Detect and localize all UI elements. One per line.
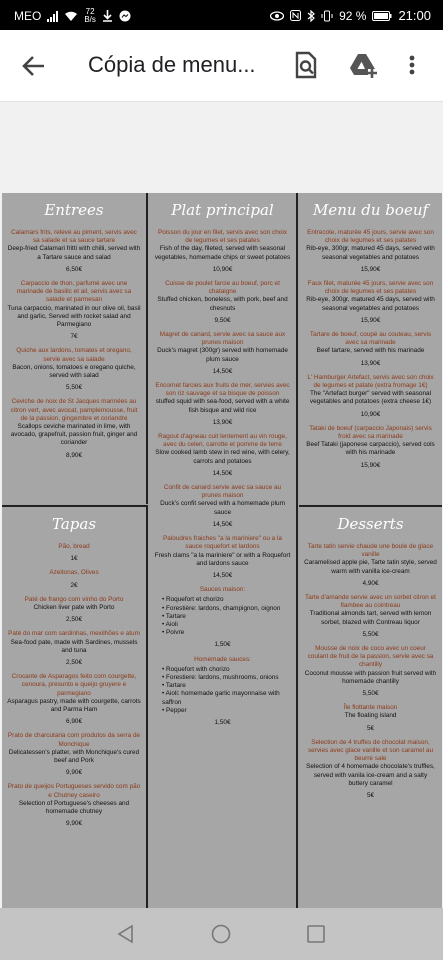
app-bar [0,30,443,102]
item-price: 14,50€ [212,469,233,477]
item-name-french: Prato de queijos Portugueses servido com pão e Chutney caseiro [7,783,141,799]
menu-item [7,630,141,667]
item-name-english: Slow cooked lamb stew in red wine, with celery, carrots and potatoes [155,449,290,465]
clock: 21:00 [398,8,431,23]
section-title: Entrees [44,201,104,219]
battery-icon [372,11,392,21]
item-name-english: Tuna carpaccio, marinated in our olive oil, basil and garlic, Served with rocket salad and Parmegiano [7,304,141,329]
nav-recents-icon[interactable] [306,924,326,944]
sauce-option: • Poivre [162,629,291,637]
section-title: Menu du boeuf [312,201,429,219]
status-bar [0,0,443,30]
menu-item [304,543,437,588]
item-price: 1€ [70,555,78,563]
menu-item [7,732,141,777]
menu-item [7,783,141,828]
sauce-option: • Roquefort et chorizo [162,596,291,604]
item-name-english: The floating island [344,712,397,720]
nav-home-icon[interactable] [211,924,231,944]
item-price: 14,50€ [212,520,233,528]
item-price: 5,50€ [362,630,379,638]
item-name-french: Selection de 4 truffes de chocolat maison, servies avec glace vanille et son caramel au beurre sale [307,738,434,763]
menu-item [7,569,141,589]
back-arrow-icon[interactable] [20,52,48,80]
sauce-option: • Tartare [162,613,291,621]
item-price: 5€ [366,724,375,732]
carrier-label: MEO [14,9,42,23]
item-price: 4,90€ [362,579,379,587]
item-name-english: Delicatessen's platter, with Monchique's cured beef and Pork [8,748,140,765]
menu-item [154,535,291,580]
item-name-english: Asparagus pastry, made with courgette, carrots and Parma Ham [7,697,141,714]
item-name-english: Bacon, onions, tomatoes e oregano quiche, served with salad [12,363,136,380]
battery-percent: 92 % [339,8,367,23]
menu-item [7,280,141,341]
item-name-french: Faux filet, maturée 45 jours, servie avec son choix de legumes et ses patates [307,280,434,296]
document-viewer[interactable] [0,102,443,908]
column-menu-du-boeuf [299,193,442,504]
item-name-english: stuffed squid with sea-food, served with a white fish bisque and wild rice [155,398,290,414]
menu-item [7,596,141,625]
menu-item [154,382,291,427]
item-price: 2€ [70,581,78,589]
more-options-icon[interactable] [402,50,422,80]
menu-item [154,331,291,376]
item-name-french: Magret de canard, servie avec sa sauce aux prunes maison [159,331,286,347]
item-price: 2,50€ [66,659,82,667]
item-price: 14,50€ [212,367,233,375]
nfc-icon [290,10,301,21]
menu-item [304,645,437,698]
item-name-english: Rib-eye, 300gr, matured 45 days, served with seasonal vegetables and potatoes [306,296,435,312]
sauce-option: • Roquefort with chorizo [162,666,291,674]
signal-icon [47,11,58,22]
document-title: Cópia de menu... [88,52,256,77]
item-name-english: Chicken liver pate with Porto [33,604,115,612]
find-in-page-icon[interactable] [290,50,320,80]
sauce-block [154,586,291,649]
item-name-french: Tarte tatin servie chaude une boule de glace vanille [307,543,434,559]
item-name-english: Selection of 4 homemade chocolate's truffles, served with vanila ice-cream and a salty buttery caramel [306,763,435,787]
section-title: Tapas [51,515,97,533]
menu-item [154,229,291,274]
item-name-english: Traditional almonds tart, served with lemon sorbet, blazed with Contreau liquor [309,610,432,626]
item-name-french: Tartare de boeuf, coupé au couteau, servis avec sa marinade [309,331,432,347]
sauce-option: • Forestiere: lardons, mushrooms, onions [162,674,291,682]
item-price: 10,90€ [360,410,381,418]
column-desserts [299,505,442,919]
wifi-icon [64,11,78,22]
item-price: 5,50€ [362,690,379,698]
item-name-english: Scallops ceviche marinated in lime, with avocado, grapefruit, passion fruit, ginger and coriander [10,423,138,447]
item-name-french: Tarte d'amande servie avec un sorbet citron et flambee au cointreau [305,594,436,610]
add-to-drive-icon[interactable] [348,50,378,80]
item-price: 6,90€ [66,718,82,726]
sauce-block [154,656,291,728]
menu-item [7,398,141,459]
item-price: 6,50€ [66,265,82,273]
item-name-english: Duck's magret (300gr) served with homemade plum sauce [157,347,288,363]
menu-item [7,673,141,726]
item-price: 13,90€ [212,418,233,426]
menu-image [2,193,442,919]
item-name-french: L' Hamburger Artefact, servis avec son choix de legumes et patate (extra fromage 1€) [307,373,434,390]
item-price: 10,90€ [212,265,233,273]
sauce-option: • Tartare [162,682,291,690]
menu-item [154,433,291,478]
item-name-french: Poisson du jour en filet, servis avec son choix de legumes et ses patates [158,229,287,245]
item-name-french: Paloudres fraiches "a la mariniere" ou a la sauce roquefort et lardons [163,535,282,551]
sauce-list [162,596,291,637]
item-price: 2,50€ [66,616,82,624]
item-price: 7€ [70,333,78,341]
sauce-option: • Forestière: lardons, champignon, oignon [162,605,291,613]
item-name-french: Confit de canard servie avec sa sauce au prunes maison [163,484,282,500]
menu-item [304,280,437,325]
messenger-icon [119,10,131,22]
sauce-price: 1,50€ [214,718,231,726]
item-name-english: Beef tartare, served with his marinade [316,347,425,355]
item-name-english: Selection of Portuguese's cheeses and homemade chutney [18,799,130,816]
download-icon [102,10,113,22]
eye-icon [270,11,284,21]
item-name-french: Paté do mar com sardinhas, mexilhões e atum [8,630,140,638]
item-price: 13,90€ [360,359,381,367]
system-navigation-bar [0,908,443,960]
item-price: 9,90€ [66,820,82,828]
section-title: Desserts [337,515,404,533]
item-name-french: Quiche aux lardons, tomates et oregano, servie avec sa salade [16,347,132,363]
menu-item [304,704,437,733]
menu-item [7,347,141,392]
item-name-french: Paté de frango com vinho do Porto [24,595,124,603]
item-name-english: Beef Tataki (japonese carpaccio), served cols with his marinade [306,441,435,457]
item-price: 15,90€ [360,461,381,469]
item-price: 14,50€ [212,571,233,579]
sauce-price: 1,50€ [214,641,231,649]
item-name-english: Caramelised apple pie, Tarte tatin style, served warm with vanilla ice-cream [304,559,437,575]
item-name-english: Duck's confit served with a homemade plum sauce [160,500,285,516]
section-title: Plat principal [171,201,274,219]
item-name-french: Prato de charcutaria com produtos da serra de Monchique [7,732,141,748]
menu-item [304,331,437,368]
item-name-french: Cuisse de poulet farcie au boeuf, porc et chataigne [165,280,280,296]
item-price: 8,90€ [66,451,82,459]
item-name-english: Stuffed chicken, boneless, with pork, beef and chesnuts [157,296,288,312]
item-name-french: Azeitonas, Olives [49,569,99,577]
menu-item [304,739,437,800]
column-plat-principal [149,193,298,919]
item-name-french: Mousse de noix de coco avec un coeur coulant de fruit de la passion, servie avec sa chantilly [307,645,434,669]
sauce-option: • Aioli: homemade garlic mayonnaise with saffron [162,690,291,706]
item-name-english: Fish of the day, fileted, served with seasonal vegetables, homemade chips or sweet potatoes [154,245,291,261]
item-name-french: Carpaccio de thon, parfumé avec une marinade de basilic et ail, servis avec sa salade et parmesan [16,280,132,304]
item-price: 15,90€ [360,265,381,273]
item-name-french: Crocante de Asparagos feito com courgette, cenoura, presunto e queijo gruyere e parmegiano [11,673,137,697]
sauce-list [162,666,291,715]
item-name-english: Deep-fried Calamari fritti with chilli, served with a Tartare sauce and salad [7,245,141,261]
menu-item [304,594,437,639]
menu-item [304,229,437,274]
bluetooth-icon [307,10,315,22]
item-name-english: Sea-food pate, made with Sardines, mussels and tuna [10,638,138,654]
item-name-french: Tataki de boeuf (carpaccio Japonais) servis froid avec sa marinade [309,424,432,441]
vibrate-icon [321,10,333,22]
item-name-french: Ceviche de noix de St Jacques marinées au citron vert, avec avocat, pamplemousse, fruit de la passion, gingembre et coriandre [10,398,138,422]
item-price: 9,50€ [214,316,231,324]
menu-item [304,374,437,419]
menu-item [154,484,291,529]
item-price: 9,90€ [66,769,82,777]
menu-item [7,543,141,563]
item-name-french: Ragout d'agneau cuit lentement au vin rouge, avec du celeri, carrotte et pomme de terre [158,433,287,449]
sauce-title: Homemade sauces: [194,655,251,663]
network-speed: 72 B/s [84,7,96,24]
column-tapas [2,505,148,919]
item-name-english: Rib-eye, 300gr, matured 45 days, served with seasonal vegetables and potatoes [306,245,435,261]
menu-item [154,280,291,325]
item-price: 5,50€ [66,384,82,392]
column-entrees [2,193,148,504]
item-name-english: Coconut mousse with passion fruit served with homemade chantilly [304,669,437,685]
item-price: 15,90€ [360,316,381,324]
menu-item [304,425,437,470]
item-price: 5€ [366,792,375,800]
item-name-english: The "Artefact burger" served with seasonal vegetables and potatoes (extra cheese 1€) [309,390,432,406]
item-name-french: Île flottante maison [343,704,398,712]
item-name-english: Fresh clams "a la mariniere" or with a Roquefort and lardons sauce [154,551,291,567]
menu-item [7,229,141,274]
sauce-option: • Pepper [162,707,291,715]
sauce-option: • Aioli [162,621,291,629]
item-name-french: Calamars frits, relevé au piment, servis avec sa salade et sa sauce tartare [11,229,137,245]
nav-back-icon[interactable] [116,924,136,944]
item-name-french: Entrecote, maturée 45 jours, servie avec son choix de legumes et ses patates [307,229,434,245]
sauce-title: Sauces maison: [199,586,246,594]
item-name-french: Pão, bread [58,543,90,550]
item-name-french: Encornet farcies aux fruits de mer, servies avec son riz sauvage et sa bisque de poisson [155,382,290,398]
